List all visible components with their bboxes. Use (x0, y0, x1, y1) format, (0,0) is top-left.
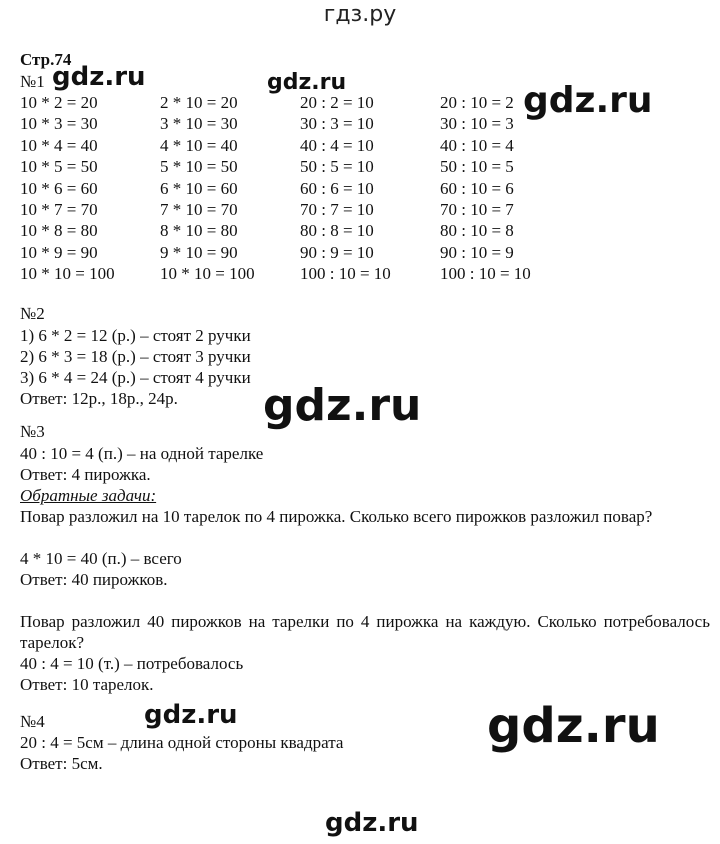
answer-line: Ответ: 12р., 18р., 24р. (20, 389, 178, 408)
equation: 7 * 10 = 70 (160, 199, 238, 219)
equation: 10 * 10 = 100 (160, 264, 255, 284)
inverse-solution-1 (20, 548, 182, 590)
task4-label: №4 (20, 712, 45, 731)
equation: 10 * 10 = 100 (20, 264, 115, 284)
task2-body (20, 325, 251, 409)
equation: 4 * 10 = 40 (160, 135, 238, 155)
equation: 30 : 3 = 10 (300, 114, 374, 134)
equation: 80 : 10 = 8 (440, 221, 514, 241)
equation: 100 : 10 = 10 (300, 264, 391, 284)
solution-line: 2) 6 * 3 = 18 (р.) – стоят 3 ручки (20, 347, 251, 366)
equation: 3 * 10 = 30 (160, 114, 238, 134)
equation: 20 : 2 = 10 (300, 93, 374, 112)
equation: 70 : 7 = 10 (300, 199, 374, 219)
answer-line: Ответ: 4 пирожка. (20, 465, 151, 484)
equation: 90 : 10 = 9 (440, 242, 514, 262)
answer-line: Ответ: 5см. (20, 754, 103, 773)
equation: 10 * 8 = 80 (20, 221, 98, 241)
site-title: гдз.ру (323, 2, 397, 27)
solution-line: 40 : 10 = 4 (п.) – на одной тарелке (20, 444, 264, 463)
equation: 8 * 10 = 80 (160, 221, 238, 241)
equation: 60 : 6 = 10 (300, 178, 374, 198)
solution-line: 40 : 4 = 10 (т.) – потребовалось (20, 654, 244, 673)
equation: 6 * 10 = 60 (160, 178, 238, 198)
equation: 40 : 10 = 4 (440, 135, 514, 155)
task1-label: №1 (20, 72, 45, 91)
solution-line: 20 : 4 = 5см – длина одной стороны квадрата (20, 733, 344, 752)
watermark-logo: gdz.ru (325, 808, 419, 838)
solution-line: 3) 6 * 4 = 24 (р.) – стоят 4 ручки (20, 368, 251, 387)
watermark-logo: gdz.ru (487, 698, 660, 754)
equation: 20 : 10 = 2 (440, 93, 514, 112)
equation: 50 : 10 = 5 (440, 157, 514, 177)
task2-label: №2 (20, 304, 45, 323)
inverse-problem-1: Повар разложил на 10 тарелок по 4 пирожка. Сколько всего пирожков разложил повар? (20, 507, 653, 526)
equation: 80 : 8 = 10 (300, 221, 374, 241)
equation: 50 : 5 = 10 (300, 157, 374, 177)
inverse-tasks-heading: Обратные задачи: (20, 486, 157, 505)
equation: 10 * 9 = 90 (20, 242, 98, 262)
answer-line: Ответ: 40 пирожков. (20, 570, 168, 589)
watermark-logo: gdz.ru (144, 700, 238, 730)
task4-body (20, 732, 343, 774)
equation: 5 * 10 = 50 (160, 157, 238, 177)
solution-line: 4 * 10 = 40 (п.) – всего (20, 549, 182, 568)
task1-column-3 (300, 92, 391, 285)
watermark-logo: gdz.ru (263, 380, 422, 431)
equation: 10 * 6 = 60 (20, 178, 98, 198)
equation: 10 * 5 = 50 (20, 157, 98, 177)
equation: 9 * 10 = 90 (160, 242, 238, 262)
watermark-logo: gdz.ru (52, 62, 146, 92)
equation: 90 : 9 = 10 (300, 242, 374, 262)
inverse-solution-2 (20, 653, 243, 695)
equation: 10 * 7 = 70 (20, 199, 98, 219)
equation: 2 * 10 = 20 (160, 93, 238, 112)
solution-line: 1) 6 * 2 = 12 (р.) – стоят 2 ручки (20, 326, 251, 345)
page-label: Стр.74 (20, 50, 72, 69)
inverse-problem-2: Повар разложил 40 пирожков на тарелки по 4 пирожка на каждую. Сколько потребовалось тарелок? (20, 612, 710, 652)
task3-label: №3 (20, 422, 45, 441)
equation: 10 * 3 = 30 (20, 114, 98, 134)
task1-column-1 (20, 92, 115, 285)
equation: 100 : 10 = 10 (440, 264, 531, 284)
equation: 40 : 4 = 10 (300, 135, 374, 155)
answer-line: Ответ: 10 тарелок. (20, 675, 154, 694)
watermark-logo: gdz.ru (523, 80, 653, 121)
equation: 60 : 10 = 6 (440, 178, 514, 198)
task3-body (20, 443, 263, 506)
equation: 30 : 10 = 3 (440, 114, 514, 134)
equation: 70 : 10 = 7 (440, 199, 514, 219)
watermark-logo: gdz.ru (267, 70, 347, 95)
equation: 10 * 2 = 20 (20, 93, 98, 112)
task1-column-4 (440, 92, 531, 285)
task1-column-2 (160, 92, 255, 285)
equation: 10 * 4 = 40 (20, 135, 98, 155)
